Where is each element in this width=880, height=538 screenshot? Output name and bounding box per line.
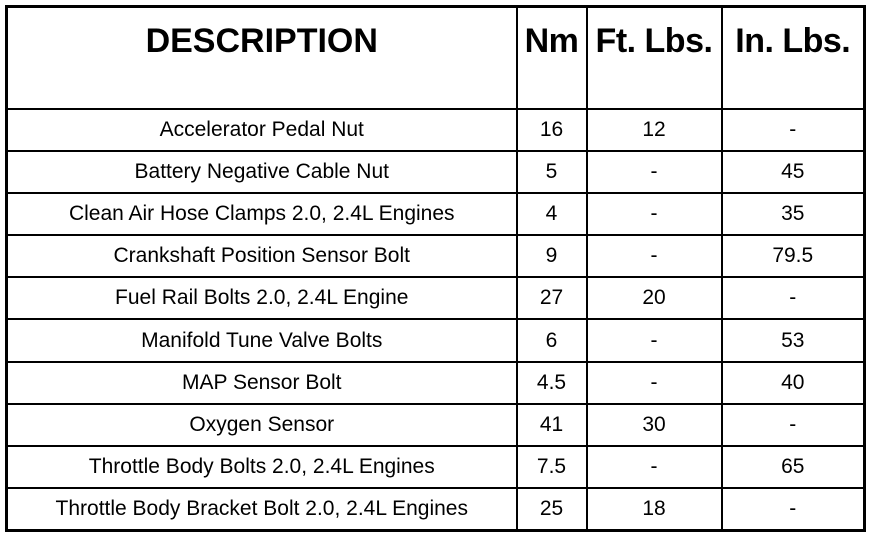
header-description: DESCRIPTION <box>7 7 517 110</box>
table-row <box>7 151 865 193</box>
cell-description: MAP Sensor Bolt <box>7 362 517 404</box>
table-row <box>7 446 865 488</box>
cell-in-lbs: - <box>722 488 865 531</box>
cell-nm: 25 <box>517 488 587 531</box>
cell-ft-lbs: 18 <box>587 488 722 531</box>
cell-description: Fuel Rail Bolts 2.0, 2.4L Engine <box>7 277 517 319</box>
cell-nm: 16 <box>517 109 587 151</box>
cell-in-lbs: - <box>722 109 865 151</box>
header-ft-lbs: Ft. Lbs. <box>587 7 722 110</box>
table-row <box>7 235 865 277</box>
cell-ft-lbs: - <box>587 235 722 277</box>
cell-description: Oxygen Sensor <box>7 404 517 446</box>
cell-nm: 5 <box>517 151 587 193</box>
cell-description: Battery Negative Cable Nut <box>7 151 517 193</box>
cell-description: Throttle Body Bracket Bolt 2.0, 2.4L Engines <box>7 488 517 531</box>
header-row <box>7 7 865 110</box>
cell-in-lbs: - <box>722 404 865 446</box>
cell-nm: 41 <box>517 404 587 446</box>
cell-ft-lbs: 12 <box>587 109 722 151</box>
table-row <box>7 362 865 404</box>
cell-ft-lbs: - <box>587 319 722 361</box>
cell-ft-lbs: - <box>587 446 722 488</box>
cell-ft-lbs: 20 <box>587 277 722 319</box>
header-in-lbs: In. Lbs. <box>722 7 865 110</box>
cell-nm: 9 <box>517 235 587 277</box>
header-nm: Nm <box>517 7 587 110</box>
cell-in-lbs: 40 <box>722 362 865 404</box>
cell-nm: 7.5 <box>517 446 587 488</box>
cell-in-lbs: 79.5 <box>722 235 865 277</box>
cell-nm: 6 <box>517 319 587 361</box>
torque-specifications-table <box>5 5 866 532</box>
cell-nm: 4.5 <box>517 362 587 404</box>
table-row <box>7 109 865 151</box>
cell-description: Crankshaft Position Sensor Bolt <box>7 235 517 277</box>
table-row <box>7 319 865 361</box>
cell-in-lbs: - <box>722 277 865 319</box>
cell-in-lbs: 45 <box>722 151 865 193</box>
cell-description: Manifold Tune Valve Bolts <box>7 319 517 361</box>
cell-ft-lbs: - <box>587 193 722 235</box>
cell-description: Accelerator Pedal Nut <box>7 109 517 151</box>
cell-ft-lbs: 30 <box>587 404 722 446</box>
cell-description: Clean Air Hose Clamps 2.0, 2.4L Engines <box>7 193 517 235</box>
cell-in-lbs: 65 <box>722 446 865 488</box>
cell-in-lbs: 53 <box>722 319 865 361</box>
cell-description: Throttle Body Bolts 2.0, 2.4L Engines <box>7 446 517 488</box>
table-row <box>7 404 865 446</box>
cell-ft-lbs: - <box>587 151 722 193</box>
table-row <box>7 277 865 319</box>
cell-nm: 27 <box>517 277 587 319</box>
cell-in-lbs: 35 <box>722 193 865 235</box>
table-row <box>7 488 865 531</box>
table-row <box>7 193 865 235</box>
cell-ft-lbs: - <box>587 362 722 404</box>
cell-nm: 4 <box>517 193 587 235</box>
